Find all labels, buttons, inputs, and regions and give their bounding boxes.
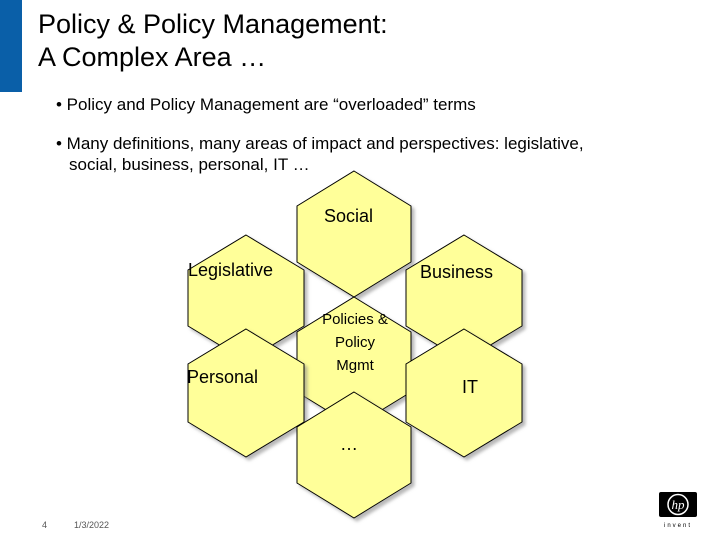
center-line-2: Policy [334,334,375,351]
title-line-1: Policy & Policy Management: [38,9,388,39]
title-line-2: A Complex Area … [38,42,267,72]
hexagon-personal [188,329,304,457]
hp-logo [656,490,702,530]
label-bottom: … [340,434,358,454]
label-legislative: Legislative [188,260,274,280]
logo-tagline: invent [663,523,693,529]
bullet-2-line-2: social, business, personal, IT … [69,155,310,174]
page-number: 4 [42,520,48,530]
logo-brand: hp [671,497,685,512]
label-social: Social [324,206,374,226]
center-line-1: Policies & [322,311,388,328]
label-it: IT [462,377,478,397]
footer-date: 1/3/2022 [74,520,110,530]
label-personal: Personal [187,367,259,387]
bullet-1: • Policy and Policy Management are “overloaded” terms [56,95,476,114]
bullet-2-line-1: • Many definitions, many areas of impact and perspectives: legislative, [56,134,584,153]
label-business: Business [420,262,494,282]
hexagon-social [297,171,411,297]
center-line-3: Mgmt [336,357,374,374]
hexagon-bottom [297,392,411,518]
label-center [308,308,402,377]
